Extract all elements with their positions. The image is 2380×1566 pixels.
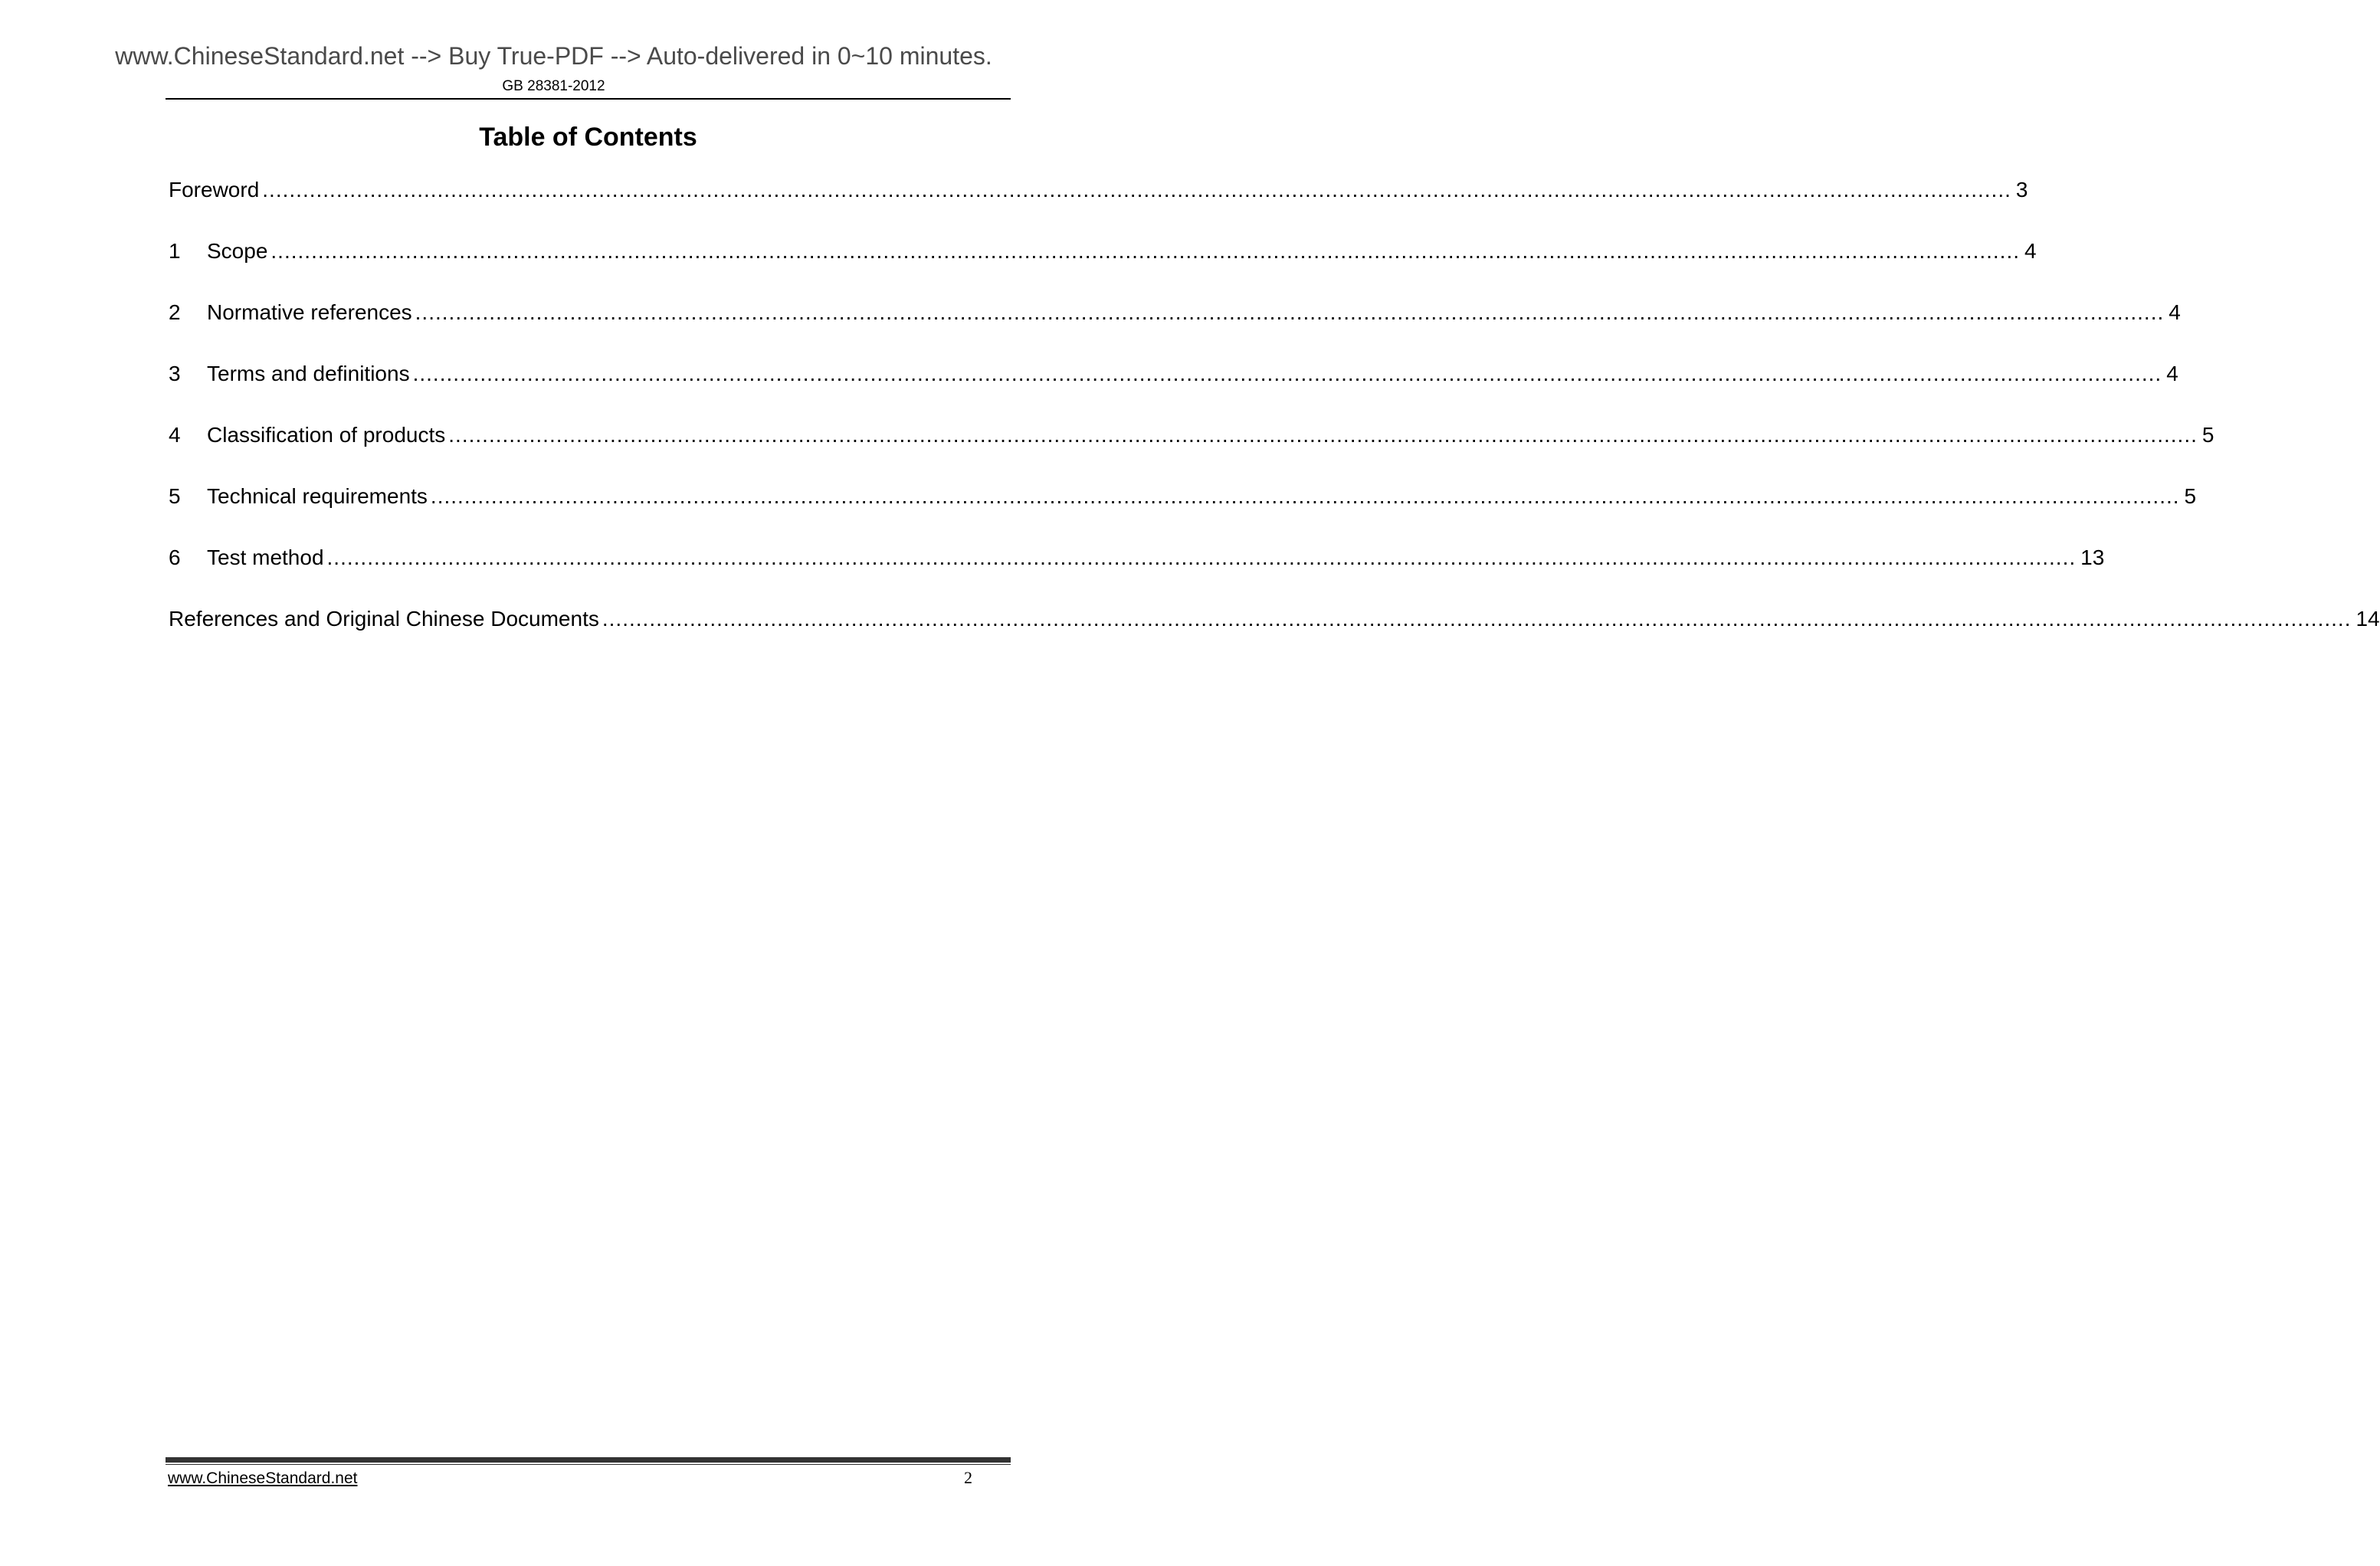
toc-title: Table of Contents (479, 123, 697, 152)
toc-entry-page: 4 (2166, 362, 2178, 385)
header-divider (166, 98, 1011, 100)
toc-entry-number: 5 (169, 484, 181, 508)
toc-leader-dots: .................................................................................................................................................................................................................................................................... (602, 607, 2352, 631)
site-banner: www.ChineseStandard.net --> Buy True-PDF --> Auto-delivered in 0~10 minutes. (115, 42, 992, 70)
toc-entry-label: Classification of products (207, 423, 446, 447)
toc-entry-references[interactable] (169, 607, 2380, 668)
toc-entry-label: Test method (207, 545, 324, 569)
toc-entry-label: Normative references (207, 300, 412, 324)
footer-divider-thick (166, 1457, 1011, 1463)
toc-list (169, 178, 2380, 668)
footer-site-link[interactable]: www.ChineseStandard.net (168, 1469, 358, 1487)
toc-entry-label: Scope (207, 239, 268, 263)
toc-leader-dots: .................................................................................................................................................................................................................................................................... (430, 484, 2180, 508)
toc-leader-dots: .................................................................................................................................................................................................................................................................... (412, 362, 2162, 385)
toc-entry-foreword[interactable] (169, 178, 2028, 239)
toc-entry-scope[interactable] (169, 239, 2037, 300)
toc-entry-number: 1 (169, 239, 181, 263)
toc-entry-page: 5 (2184, 484, 2197, 508)
toc-entry-label: References and Original Chinese Documents (169, 607, 599, 631)
toc-entry-label: Foreword (169, 178, 260, 201)
footer-page-number: 2 (964, 1468, 972, 1487)
toc-entry-classification-of-products[interactable] (169, 423, 2214, 484)
toc-entry-page: 14 (2355, 607, 2380, 631)
toc-entry-test-method[interactable] (169, 545, 2105, 607)
toc-leader-dots: .................................................................................................................................................................................................................................................................... (326, 545, 2077, 569)
toc-leader-dots: .................................................................................................................................................................................................................................................................... (262, 178, 2011, 201)
toc-leader-dots: .................................................................................................................................................................................................................................................................... (448, 423, 2198, 447)
toc-entry-number: 2 (169, 300, 181, 324)
toc-entry-page: 13 (2080, 545, 2105, 569)
toc-entry-number: 3 (169, 362, 181, 385)
toc-leader-dots: .................................................................................................................................................................................................................................................................... (270, 239, 2021, 263)
toc-entry-page: 4 (2169, 300, 2181, 324)
toc-entry-number: 6 (169, 545, 181, 569)
toc-entry-technical-requirements[interactable] (169, 484, 2197, 545)
toc-entry-label: Terms and definitions (207, 362, 410, 385)
toc-entry-page: 3 (2015, 178, 2028, 201)
toc-entry-terms-and-definitions[interactable] (169, 362, 2178, 423)
footer-divider-thin (166, 1464, 1011, 1465)
toc-entry-page: 4 (2024, 239, 2037, 263)
toc-entry-page: 5 (2201, 423, 2214, 447)
toc-entry-normative-references[interactable] (169, 300, 2181, 362)
standard-code: GB 28381-2012 (502, 78, 605, 94)
toc-entry-number: 4 (169, 423, 181, 447)
toc-entry-label: Technical requirements (207, 484, 428, 508)
toc-leader-dots: .................................................................................................................................................................................................................................................................... (415, 300, 2165, 324)
